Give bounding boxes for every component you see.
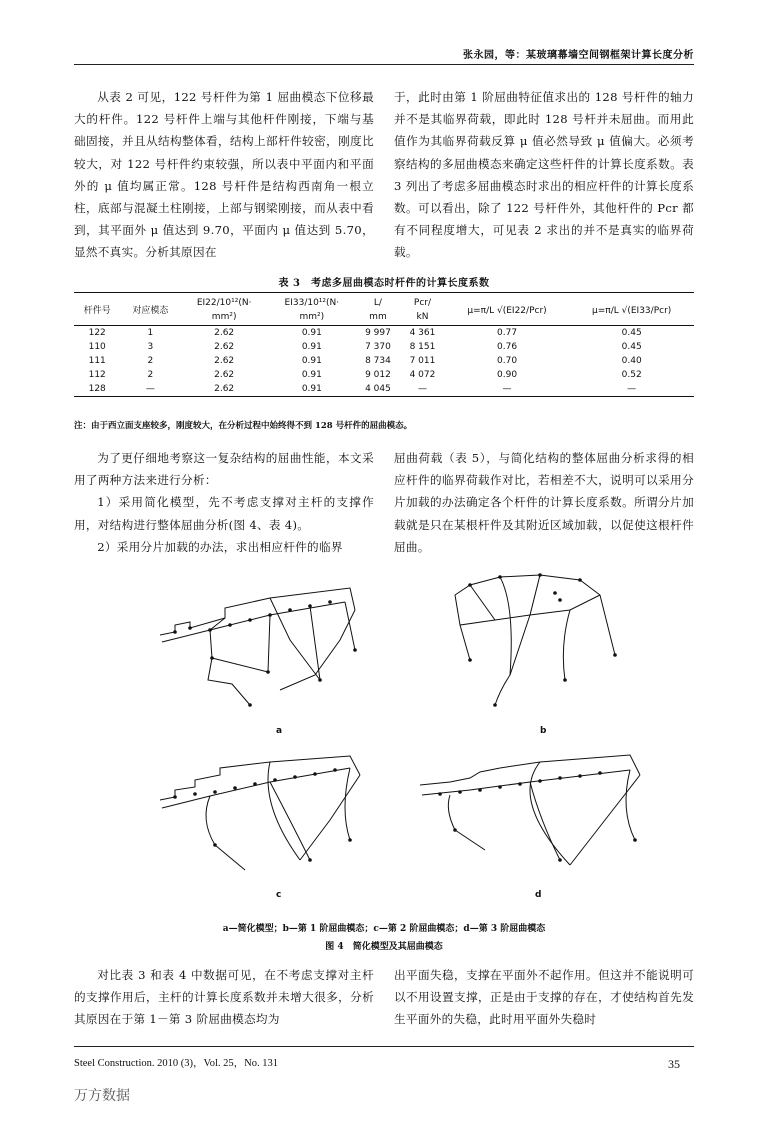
table-cell: 112 xyxy=(88,370,106,380)
footer-rule xyxy=(74,1046,694,1047)
paragraph: 从表 2 可见，122 号杆件为第 1 屈曲模态下位移最大的杆件。122 号杆件上端与其他杆件刚接，下端与基础固接，并且从结构整体看，结构上部杆件较密，刚度比较大，对 122 号杆件约束较强，所以表中平面内和平面外的 μ 值均属正常。128 号杆件是结构西南角一根立柱，底部与混凝土柱刚接，上部与钢梁刚接，而从表中看到，其平面外 μ 值达到 9.70，平面内 μ 值达到 5.70，显然不真实。分析其原因在 xyxy=(74,90,374,260)
figure-label-d: d xyxy=(535,890,542,900)
page-number: 35 xyxy=(668,1057,680,1071)
paragraph: 出平面失稳，支撑在平面外不起作用。但这并不能说明可以不用设置支撑，正是由于支撑的存在，才使结构首先发生平面外的失稳，此时用平面外失稳时 xyxy=(394,968,694,1027)
col-header-unit: kN xyxy=(400,310,445,326)
col-header: 对应模态 xyxy=(120,293,180,326)
paragraph: 2）采用分片加载的办法，求出相应杆件的临界 xyxy=(97,539,343,554)
left-column-bottom xyxy=(74,964,374,1031)
col-header: μ=π/L √(EI22/Pcr) xyxy=(445,293,570,326)
col-header: EI22/10¹²(N· xyxy=(180,293,268,311)
table-cell: 0.77 xyxy=(497,328,518,338)
table-cell: 0.52 xyxy=(621,370,642,380)
table-cell: 111 xyxy=(88,356,106,366)
table-cell: 122 xyxy=(88,328,106,338)
figure-label-a: a xyxy=(276,726,283,736)
table-row xyxy=(74,382,694,397)
figure-4d-buckling-mode-3 xyxy=(410,750,650,880)
table-cell: 0.45 xyxy=(621,328,642,338)
table-cell: 4 361 xyxy=(409,328,436,338)
left-column-middle xyxy=(74,447,374,558)
table-cell: 3 xyxy=(147,342,154,352)
table-cell: — xyxy=(400,382,445,397)
col-header-unit: mm²) xyxy=(180,310,268,326)
table-caption: 表 3 考虑多屈曲模态时杆件的计算长度系数 xyxy=(278,278,490,289)
table-cell: 0.70 xyxy=(497,356,518,366)
paragraph: 于，此时由第 1 阶屈曲特征值求出的 128 号杆件的轴力并不是其临界荷载，即此时 128 号杆并未屈曲。而用此值作为其临界荷载反算 μ 值必然导致 μ 值偏大。必须考察结构的多屈曲模态来确定这些杆件的计算长度系数。表 3 列出了考虑多屈曲模态时求出的相应杆件的计算长度系数。可以看出，除了 122 号杆件外，其他杆件的 Pcr 都有不同程度增大，可见表 2 求出的并不是真实的临界荷载。 xyxy=(394,90,694,260)
figure-label-b: b xyxy=(540,726,547,736)
col-header-unit: mm xyxy=(356,310,401,326)
table-cell: 110 xyxy=(88,342,106,352)
figure-4a-simplified-model xyxy=(150,580,380,710)
table-cell: 0.91 xyxy=(301,356,322,366)
table-cell: 1 xyxy=(147,328,154,338)
table-cell: 7 370 xyxy=(365,342,391,352)
table-row xyxy=(74,354,694,368)
table-row xyxy=(74,368,694,382)
col-header: EI33/10¹²(N· xyxy=(268,293,356,311)
table-cell: 0.90 xyxy=(497,370,518,380)
watermark: 万方数据 xyxy=(74,1088,130,1104)
table-cell: 128 xyxy=(74,382,120,397)
table-cell: 0.91 xyxy=(268,382,356,397)
table-cell: 2.62 xyxy=(214,370,235,380)
figure-label-c: c xyxy=(276,890,282,900)
left-column-top xyxy=(74,86,374,264)
col-header: Pcr/ xyxy=(400,293,445,311)
table-cell: 0.40 xyxy=(621,356,642,366)
table-cell: 2 xyxy=(147,356,154,366)
figure-4c-buckling-mode-2 xyxy=(150,750,380,880)
table-cell: 4 072 xyxy=(409,370,436,380)
paragraph: 为了更仔细地考察这一复杂结构的屈曲性能，本文采用了两种方法来进行分析： xyxy=(74,451,374,488)
table-cell: 9 012 xyxy=(365,370,391,380)
table-cell: 2.62 xyxy=(214,328,235,338)
col-header: L/ xyxy=(356,293,401,311)
table-cell: — xyxy=(445,382,570,397)
table-note: 注：由于西立面支座较多，刚度较大，在分析过程中始终得不到 128 号杆件的屈曲模态。 xyxy=(74,421,413,431)
table-cell: 8 734 xyxy=(365,356,391,366)
table-cell: 7 011 xyxy=(409,356,436,366)
journal-citation: Steel Construction. 2010 (3)，Vol. 25，No. 131 xyxy=(74,1058,278,1069)
right-column-middle xyxy=(394,447,694,558)
paragraph: 屈曲荷载（表 5），与简化结构的整体屈曲分析求得的相应杆件的临界荷载作对比，若相差不大，说明可以采用分片加载的办法确定各个杆件的计算长度系数。所谓分片加载就是只在某根杆件及其附近区域加载，以促使这根杆件屈曲。 xyxy=(394,451,694,554)
table-cell: 2.62 xyxy=(214,356,235,366)
paragraph: 对比表 3 和表 4 中数据可见，在不考虑支撑对主杆的支撑作用后，主杆的计算长度系数并未增大很多，分析其原因在于第 1－第 3 阶屈曲模态均为 xyxy=(74,968,374,1027)
table-cell: 0.45 xyxy=(621,342,642,352)
table-row xyxy=(74,340,694,354)
header-rule xyxy=(74,64,694,65)
col-header-unit: mm²) xyxy=(268,310,356,326)
table-cell: — xyxy=(120,382,180,397)
table-cell: 0.91 xyxy=(301,328,322,338)
col-header: μ=π/L √(EI33/Pcr) xyxy=(569,293,694,326)
table-cell: 0.91 xyxy=(301,370,322,380)
table-cell: 9 997 xyxy=(365,328,391,338)
table-cell: — xyxy=(569,382,694,397)
table-cell: 0.91 xyxy=(301,342,322,352)
table-cell: 4 045 xyxy=(356,382,401,397)
table-cell: 0.76 xyxy=(497,342,518,352)
paragraph: 1）采用简化模型，先不考虑支撑对主杆的支撑作用，对结构进行整体屈曲分析(图 4、表 4)。 xyxy=(74,495,374,532)
table-cell: 2 xyxy=(147,370,154,380)
table-cell: 2.62 xyxy=(214,342,235,352)
col-header: 杆件号 xyxy=(74,293,120,326)
table-row xyxy=(74,326,694,341)
right-column-bottom xyxy=(394,964,694,1031)
table-cell: 2.62 xyxy=(180,382,268,397)
running-title: 张永园，等：某玻璃幕墙空间钢框架计算长度分析 xyxy=(463,50,694,61)
right-column-top xyxy=(394,86,694,264)
table-3 xyxy=(74,292,694,397)
table-cell: 8 151 xyxy=(409,342,436,352)
figure-4b-buckling-mode-1 xyxy=(440,565,640,715)
figure-legend: a—简化模型；b—第 1 阶屈曲模态；c—第 2 阶屈曲模态；d—第 3 阶屈曲模态 xyxy=(222,924,546,934)
figure-caption: 图 4 简化模型及其屈曲模态 xyxy=(325,942,443,952)
